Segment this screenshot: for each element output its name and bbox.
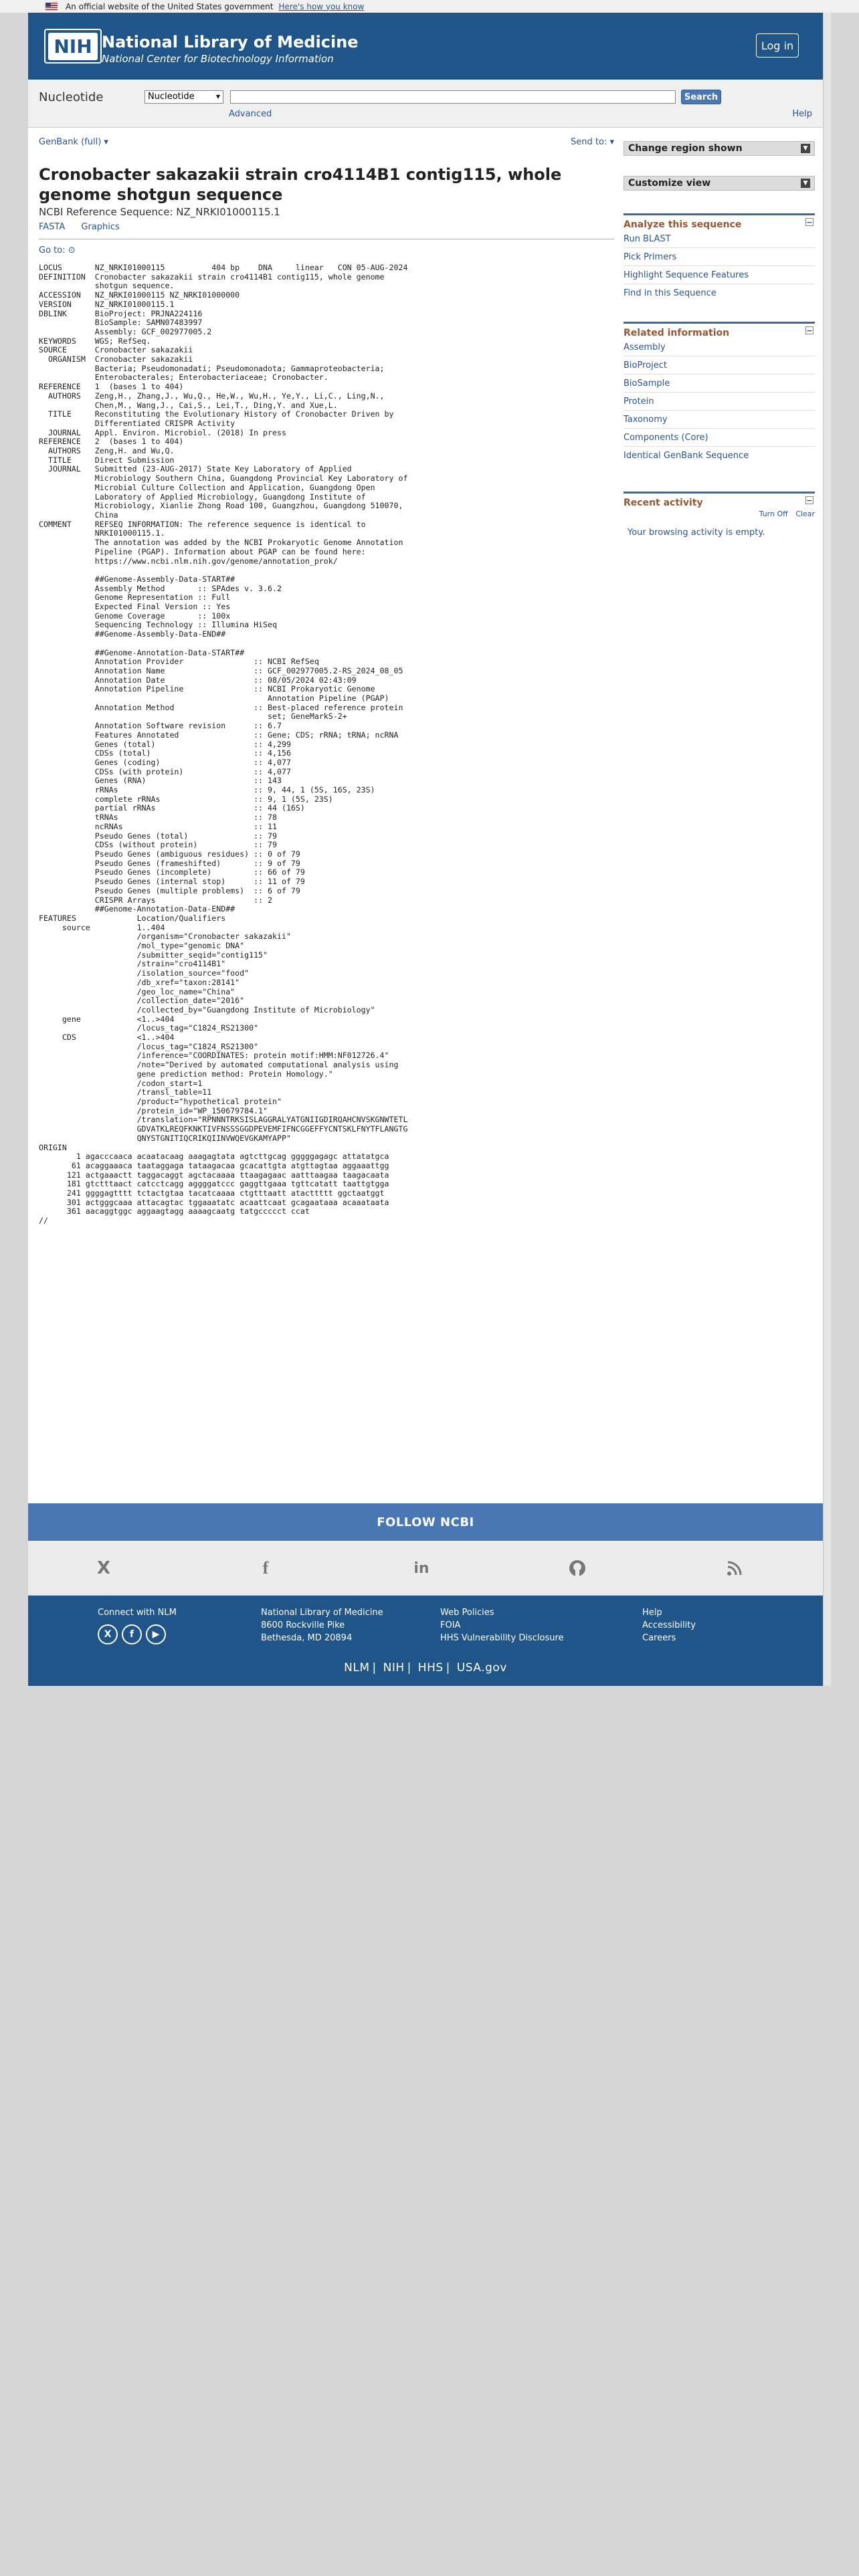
x-twitter-icon[interactable]: X xyxy=(98,1624,118,1644)
collapse-icon[interactable]: − xyxy=(806,326,813,335)
facebook-icon[interactable]: f xyxy=(262,1558,269,1578)
hhs-vulnerability-link[interactable]: HHS Vulnerability Disclosure xyxy=(440,1633,564,1643)
customize-view-toggle[interactable]: Customize view ▼ xyxy=(624,176,815,191)
database-select[interactable]: Nucleotide ▾ xyxy=(145,90,223,104)
nlm-address-line: 8600 Rockville Pike xyxy=(261,1620,345,1630)
recent-empty-text: Your browsing activity is empty. xyxy=(628,528,765,538)
us-flag-icon xyxy=(45,3,58,10)
sidebar-item-biosample[interactable]: BioSample xyxy=(624,374,815,393)
related-title: Related information − xyxy=(624,322,815,338)
sidebar-item-find-in-sequence[interactable]: Find in this Sequence xyxy=(624,288,717,298)
sidebar-item-taxonomy[interactable]: Taxonomy xyxy=(624,411,815,429)
analyze-title: Analyze this sequence − xyxy=(624,213,815,230)
goto-link[interactable]: Go to: ⊙ xyxy=(39,245,76,255)
advanced-link[interactable]: Advanced xyxy=(229,109,272,119)
graphics-link[interactable]: Graphics xyxy=(81,222,120,232)
web-policies-link[interactable]: Web Policies xyxy=(440,1608,494,1618)
format-dropdown[interactable]: GenBank (full) ▾ xyxy=(39,137,108,147)
view-links xyxy=(39,222,133,232)
connect-label: Connect with NLM xyxy=(98,1608,177,1618)
heres-how-link[interactable]: Here's how you know xyxy=(278,1,365,11)
sidebar-item-pick-primers[interactable]: Pick Primers xyxy=(624,248,815,266)
analyze-section xyxy=(624,213,815,302)
nlm-title: National Library of Medicine xyxy=(102,33,359,51)
search-input[interactable] xyxy=(230,90,676,104)
usagov-link[interactable]: USA.gov xyxy=(456,1661,507,1675)
search-bar xyxy=(28,80,823,128)
nlm-footer xyxy=(28,1596,823,1686)
follow-ncbi-banner: FOLLOW NCBI xyxy=(28,1503,823,1541)
login-button[interactable]: Log in xyxy=(756,33,799,58)
collapse-icon[interactable]: − xyxy=(806,217,813,227)
help-footer-link[interactable]: Help xyxy=(642,1608,662,1618)
gov-banner xyxy=(0,0,859,13)
chevron-down-icon: ▼ xyxy=(801,144,810,153)
ncbi-subtitle: National Center for Biotechnology Information xyxy=(102,53,334,65)
clear-link[interactable]: Clear xyxy=(795,510,815,518)
related-section xyxy=(624,322,815,464)
facebook-icon[interactable]: f xyxy=(122,1624,142,1644)
hhs-link[interactable]: HHS xyxy=(417,1661,444,1675)
page-scrollbar[interactable] xyxy=(823,13,831,1686)
youtube-icon[interactable]: ▶ xyxy=(146,1624,166,1644)
nlm-address-line: Bethesda, MD 20894 xyxy=(261,1633,353,1643)
site-header xyxy=(28,13,823,80)
record-title: Cronobacter sakazakii strain cro4114B1 contig115, whole genome shotgun sequence xyxy=(39,165,562,204)
collapse-icon[interactable]: − xyxy=(806,496,813,505)
nih-link[interactable]: NIH xyxy=(383,1661,405,1675)
fasta-link[interactable]: FASTA xyxy=(39,222,66,232)
sidebar-item-components[interactable]: Components (Core) xyxy=(624,429,815,447)
recent-section xyxy=(624,492,815,538)
rss-icon[interactable] xyxy=(725,1558,745,1578)
sidebar-item-run-blast[interactable]: Run BLAST xyxy=(624,230,815,248)
gov-banner-text: An official website of the United States government xyxy=(66,1,274,11)
nlm-link[interactable]: NLM xyxy=(344,1661,370,1675)
sidebar-item-identical-genbank[interactable]: Identical GenBank Sequence xyxy=(624,451,749,461)
footer-bottom-links: NLM | NIH | HHS | USA.gov xyxy=(344,1661,507,1675)
linkedin-icon[interactable]: in xyxy=(413,1560,430,1577)
accessibility-link[interactable]: Accessibility xyxy=(642,1620,696,1630)
database-label: Nucleotide xyxy=(39,90,104,104)
turn-off-link[interactable]: Turn Off xyxy=(759,510,788,518)
recent-title: Recent activity − xyxy=(624,492,815,508)
refseq-id: NCBI Reference Sequence: NZ_NRKI01000115.1 xyxy=(39,206,280,218)
change-region-toggle[interactable]: Change region shown ▼ xyxy=(624,141,815,156)
sidebar-item-highlight-features[interactable]: Highlight Sequence Features xyxy=(624,266,815,284)
x-twitter-icon[interactable]: X xyxy=(96,1558,111,1578)
chevron-down-icon: ▼ xyxy=(801,179,810,188)
github-icon[interactable] xyxy=(567,1558,587,1578)
send-to-dropdown[interactable]: Send to: ▾ xyxy=(571,137,614,147)
careers-link[interactable]: Careers xyxy=(642,1633,676,1643)
nih-logo[interactable]: NIH xyxy=(44,29,102,64)
sidebar-item-protein[interactable]: Protein xyxy=(624,393,815,411)
search-button[interactable]: Search xyxy=(681,90,721,104)
genbank-record: LOCUS NZ_NRKI01000115 404 bp DNA linear CON 05-AUG-2024 DEFINITION Cronobacter sakazakii strain cro4114B1 contig115, whole genome shotgun sequence. ACCESSION NZ_NRKI01000115 NZ_NRKI01000000 VERSION NZ_NRKI01000115.1 DBLINK BioProject: PRJNA224116 BioSample: SAMN07483997 Assembly: GCF_002977005.2 KEYWORDS WGS; RefSeq. SOURCE Cronobacter sakazakii ORGANISM Cronobacter sakazakii Bacteria; Pseudomonadati; Pseudomonadota; Gammaproteobacteria; Enterobacterales; Enterobacteriaceae; Cronobacter. REFERENCE 1 (bases 1 to 404) AUTHORS Zeng,H., Zhang,J., Wu,Q., He,W., Wu,H., Ye,Y., Li,C., Ling,N., Chen,M., Wang,J., Cai,S., Lei,T., Ding,Y. and Xue,L. TITLE Reconstituting the Evolutionary History of Cronobacter Driven by Differentiated CRISPR Activity JOURNAL Appl. Environ. Microbiol. (2018) In press REFERENCE 2 (bases 1 to 404) AUTHORS Zeng,H. and Wu,Q. TITLE Direct Submission JOURNAL Submitted (23-AUG-2017) State Key Laboratory of Applied Microbiology Southern China, Guangdong Provincial Key Laboratory of Microbial Culture Collection and Application, Guangdong Open Laboratory of Applied Microbiology, Guangdong Institute of Microbiology, Xianlie Zhong Road 100, Guangzhou, Guangdong 510070, China COMMENT REFSEQ INFORMATION: The reference sequence is identical to NRKI01000115.1. The annotation was added by the NCBI Prokaryotic Genome Annotation Pipeline (PGAP). Information about PGAP can be found here: https://www.ncbi.nlm.nih.gov/genome/annotation_prok/ ##Genome-Assembly-Data-START## Assembly Method :: SPAdes v. 3.6.2 Genome Representation :: Full Expected Final Version :: Yes Genome Coverage :: 100x Sequencing Technology :: Illumina HiSeq ##Genome-Assembly-Data-END## ##Genome-Annotation-Data-START## Annotation Provider :: NCBI RefSeq Annotation Name :: GCF_002977005.2-RS_2024_08_05 Annotation Date :: 08/05/2024 02:43:09 Annotation Pipeline :: NCBI Prokaryotic Genome Annotation Pipeline (PGAP) Annotation Method :: Best-placed reference protein set; GeneMarkS-2+ Annotation Software revision :: 6.7 Features Annotated :: Gene; CDS; rRNA; tRNA; ncRNA Genes (total) :: 4,299 CDSs (total) :: 4,156 Genes (coding) :: 4,077 CDSs (with protein) :: 4,077 Genes (RNA) :: 143 rRNAs :: 9, 44, 1 (5S, 16S, 23S) complete rRNAs :: 9, 1 (5S, 23S) partial rRNAs :: 44 (16S) tRNAs :: 78 ncRNAs :: 11 Pseudo Genes (total) :: 79 CDSs (without protein) :: 79 Pseudo Genes (ambiguous residues) :: 0 of 79 Pseudo Genes (frameshifted) :: 9 of 79 Pseudo Genes (incomplete) :: 66 of 79 Pseudo Genes (internal stop) :: 11 of 79 Pseudo Genes (multiple problems) :: 6 of 79 CRISPR Arrays :: 2 ##Genome-Annotation-Data-END## FEATURES Location/Qualifiers source 1..404 /organism="Cronobacter sakazakii" /mol_type="genomic DNA" /submitter_seqid="contig115" /strain="cro4114B1" /isolation_source="food" /db_xref="taxon:28141" /geo_loc_name="China" /collection_date="2016" /collected_by="Guangdong Institute of Microbiology" gene <1..>404 /locus_tag="C1824_RS21300" CDS <1..>404 /locus_tag="C1824_RS21300" /inference="COORDINATES: protein motif:HMM:NF012726.4" /note="Derived by automated computational analysis using gene prediction method: Protein Homology." /codon_start=1 /transl_table=11 /product="hypothetical protein" /protein_id="WP_150679784.1" /translation="RPNNNTRKSISLAGGRALYATGNIIGDIRQAHCNVSKGNWTETL GDVATKLREQFKNKTIVFNSSSGGDPEVEMFIFNCGGEFFYCNTSKLFNYTFLANGTG QNYSTGNITIQCRIKQIINVWQEVGKAMYAPP" ORIGIN 1 agacccaaca acaatacaag aaagagtata agtcttgcag gggggagagc attatatgca 61 acaggaaaca taataggaga tataagacaa gcacattgta atgttagtaa aggaaattgg 121 actgaaactt taggacaggt agctacaaaa ttaagagaac aatttaagaa taagacaata 181 gtctttaact catcctcagg aggggatccc gaggttgaaa tgttcatatt taattgtgga 241 ggggagtttt tctactgtaa tacatcaaaa ctgtttaatt atacttttt ggctaatggt 301 actgggcaaa attacagtac tggaaatatc acaattcaat gcagaataaa acaaataata 361 aacaggtggc aggaagtagg aaaagcaatg tatgccccct ccat // xyxy=(39,263,408,1226)
sidebar-item-bioproject[interactable]: BioProject xyxy=(624,356,815,374)
foia-link[interactable]: FOIA xyxy=(440,1620,461,1630)
help-link[interactable]: Help xyxy=(792,109,812,119)
social-links xyxy=(28,1541,823,1596)
nlm-address-line[interactable]: National Library of Medicine xyxy=(261,1608,383,1618)
sidebar-item-assembly[interactable]: Assembly xyxy=(624,338,815,356)
